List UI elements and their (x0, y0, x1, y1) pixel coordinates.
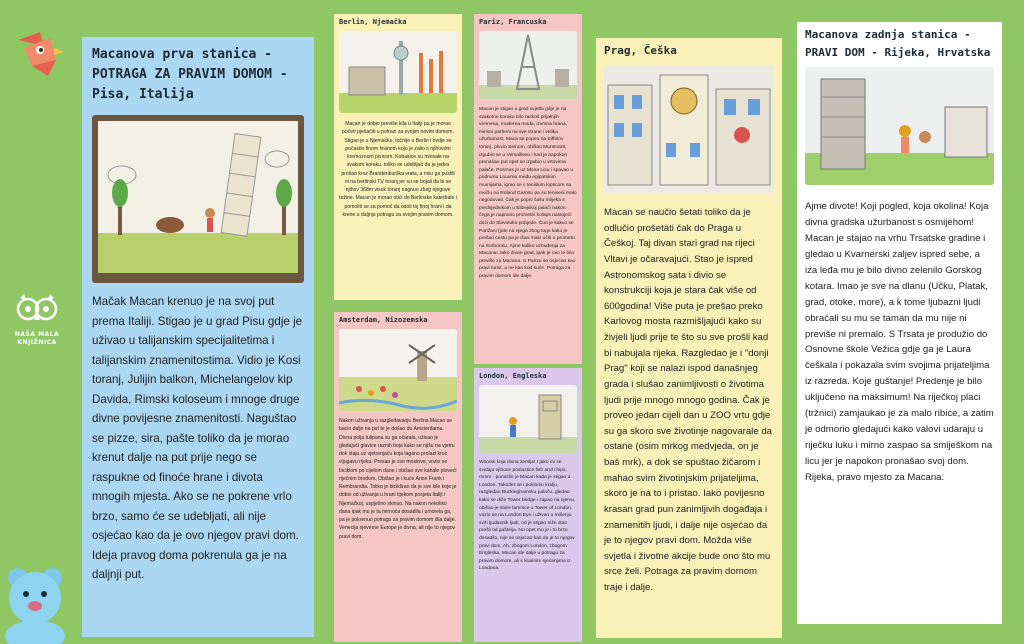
card-london-text: Wooow koja divna zemlja! I jako mi se svidaju njihove poslastice fish and chips, mmm - pomislio je Macan kada je stigao u London. Također se i pokloniu kralju, razgledao Buckinghamsku palaču, gledao kako se diže Tower bridge i zapao na njemu, obišao je stare tamnice u Tower of London, vozio se na London Eye i uživao u mišenju svih ljudasnih ljudi, od je stigao niže stao prešli od gušteija. No opet mu je i to brzo dosadilo, nije se osjećao kao da je to njegov pravi dom. Ah, zbogom London, zbogom Engleska, Macan ide dalje u potragu za pravim domom, ali s krasnim sjećanjima iz Londona. (479, 460, 576, 572)
card-rijeka-text: Ajme divote! Koji pogled, koja okolina! Koja divna gradska užurbanost s osmijehom! Macan je stajao na vrhu Trsatske gradine i gledao u Kvarnerski zaljev ispred sebe, a iza leđa mu je bilo divno zelenilo Gorskog kotara. Imao je sve na dlanu (Učku, Platak, grad, otoke, more), a k tome ljubazni ljudi obraćali su mu se taman da mu nije ni previše ni premalo. S Trsata je produžio do Osnovne škole Vežica gdje ga je Laura češkala i pokazala svim svojima prijateljima iz razreda. Koje guštanje! Predenje je bilo uključeno na maksimum! Na riječkoj placi (tržnici) zamjaukao je za malo ribice, a zatim je odmorio gledajući kako valovi udaraju u riječku luku i mirno zaspao sa smiješkom na licu jer je napokon pronašao svoj dom. Rijeka, pravo mjesto za Macana. (805, 201, 994, 483)
card-amsterdam-text: Nakon uživanja u razgledavanju Berlina Macan se bacio dalje na put te je došao do Amsterdama. Divna polja tulipana su ga očarala, uživao je gledajući glavice raznih boja kako se njišu na vjetru dok staju uz vjetrenjaču koja lagano prolazi kroz vijugavu rijeku. Presao je sve mostove, vozio se biciklom po cijelom dane i obišao sve kanale ploveći riječnim brodom. Obišao je i kuće Anne Frank i Rembrandta. Toliko je biciklirao da je sve kile koje je dobio od uživanja u hrani tijekom posjeta Italiji i Njemačkoj, uspješno skinuo. Na nakon nekoliko dana ipak mu je ta mirnoća dosadila i umorela ga, pa je pokrenuo potragu za pravim domom išla dalje. Venecija sjeverne Europe je divna, ali nije to njegov pravi dom. (339, 418, 457, 540)
prag-drawing (604, 65, 774, 193)
owl-logo-icon (12, 292, 62, 326)
card-pariz-title: Pariz, Francuska (479, 18, 547, 26)
card-pisa (82, 37, 314, 637)
logo-text-line2: KNJIŽNICA (17, 338, 57, 346)
card-rijeka (797, 22, 1002, 624)
card-amsterdam (334, 312, 462, 642)
pisa-drawing (92, 115, 304, 283)
berlin-drawing (339, 31, 457, 113)
card-pisa-title: Macanova prva stanica - POTRAGA ZA PRAVIM DOMOM - Pisa, Italija (92, 47, 288, 103)
amsterdam-drawing (339, 329, 457, 411)
london-drawing (479, 385, 577, 453)
card-berlin (334, 14, 462, 300)
card-prag-text: Macan se naučio šetati toliko da je odlučio prošetati čak do Praga u Češkoj. Taj divan stari grad na rijeci Vltavi je očaravajući. Stao je ispred Astronomskog sata i divio se konstrukciji koja je stara čak više od 600godina! Više puta je prešao preko Karlovog mosta razmišljajući kako su živjeli ljudi prije te što su sve prošli kad bi nabujala rijeka. Razgledao je i "donji Prag" koji se nalazi ispod današnjeg grada i slušao zanimljivosti o životima ljudi prije mnogo mnogo godina. Čak je proveo jedan cijeli dan u ZOO vrtu gdje su ga skoro sve životinje nagovarale da ostane (osim mrkog medvjeda, on je baš mrk), a dok se spuštao žičarom i mahao svim životinjskim prijateljima, skoro je na to i pristao. Iako povijesno krasan grad pun zanimljivih događaja i znamenitih ljudi, i dalje nije osjećao da je to njegov pravi dom. Možda više svjetla i životne akcije bude ono što mu srce želi. Potraga za pravim domom traje i dalje. (604, 207, 772, 593)
library-logo (12, 292, 62, 347)
logo-text-line1: NAŠA MALA (14, 331, 60, 338)
card-amsterdam-title: Amsterdam, Nizozemska (339, 316, 428, 324)
pariz-drawing (479, 31, 577, 99)
rijeka-drawing (805, 67, 994, 185)
bird-icon (10, 26, 64, 82)
card-london-title: London, Engleska (479, 372, 547, 380)
card-prag (596, 38, 782, 638)
card-prag-title: Prag, Češka (604, 44, 677, 57)
card-rijeka-title: Macanova zadnja stanica - PRAVI DOM - Rijeka, Hrvatska (805, 28, 991, 59)
card-berlin-text: Macan je dobio previše kila u Italiji pa je morao početi pješačiti u potrazi za svojim novim domom. Stigao je u Njemačku, točnije u Berlin i ovdje se počastio finom hranom koju je zalio s njihovom kremoznom pivicom. Kobasice su mirisale na svakom koraku, toliko se udebljao da je jedva prošao kroz Brandenburška vrata, a nisu ga pustili ni na berlinski TV toranj jer su se bojali da bi se njihov 368m visok toranj nagnuo zbog njegove težine. Macan je morao otići do Berlinske katedrale i pomoliti se za pomoć da odoli toj finoj hrani i da krene u daljnju potragu za svojim pravim domom. (339, 121, 457, 218)
card-pariz (474, 14, 582, 364)
card-london (474, 368, 582, 642)
card-pisa-text: Mačak Macan krenuo je na svoj put prema Italiji. Stigao je u grad Pisu gdje je uživao u talijanskim specijalitetima i talijanskim znamenitostima. Vidio je Kosi toranj, Julijin balkon, Michelangelov kip Davida, Rimski koloseum i mnoge druge divne povijesne znamenitosti. Naguštao se pizze, sira, pašte toliko da je morao krenut dalje na put prije nego se raspukne od finoće hrane i divota mnogih mjesta. Ako se ne pokrene vrlo brzo, samo će se udebljati, ali nije osjećao kao da je ovo njegov pravi dom. Ideja pravog doma pokrenula ga je na daljnji put. (92, 295, 303, 581)
bear-icon (0, 556, 70, 644)
card-berlin-title: Berlin, Njemačka (339, 18, 407, 26)
card-pariz-text: Macan je stigao u grad svjetla gdje je na svakome koraku bilo raskoš prijatnjih vremena, moderna moda, izvrsna hrana, mirisni parfemi na sve strane i velika užurbanost. Maca se popeo na Eiffelov toranj, plovio Seinom, obišao Montmartr, izgubio se u Versaillesu i kad je napokon pronašao put opet se izgubio u vrtovima palače. Posmus je uz Mona Lisu i spavao u podrumu Louvrea među egipatskim mumijama, igrao se s teniskim lopticom na mečlu na Roland Garosu pa su teniserii malo negodovali. Čak je popio čašu mlijeka s predsjednikom u Elizejskoj palači nakon čega je napravio prometni kolaps nastojeći doći do Slavoluka pobjede. Čuo je kakvo se Parižani (jute na njega zbog togo kako je prešao cestu pa je išao malo učiti o prometu na Sorbonnu. Ajme koliko uzbuđenja za Macana! Jako divan grad, ipak je ovo te bilo previše za Macana. U Parizu se osjećao kao pravi turist, a ne kao kod kuće. Potraga za pravim domom ide dalje. (479, 107, 577, 280)
